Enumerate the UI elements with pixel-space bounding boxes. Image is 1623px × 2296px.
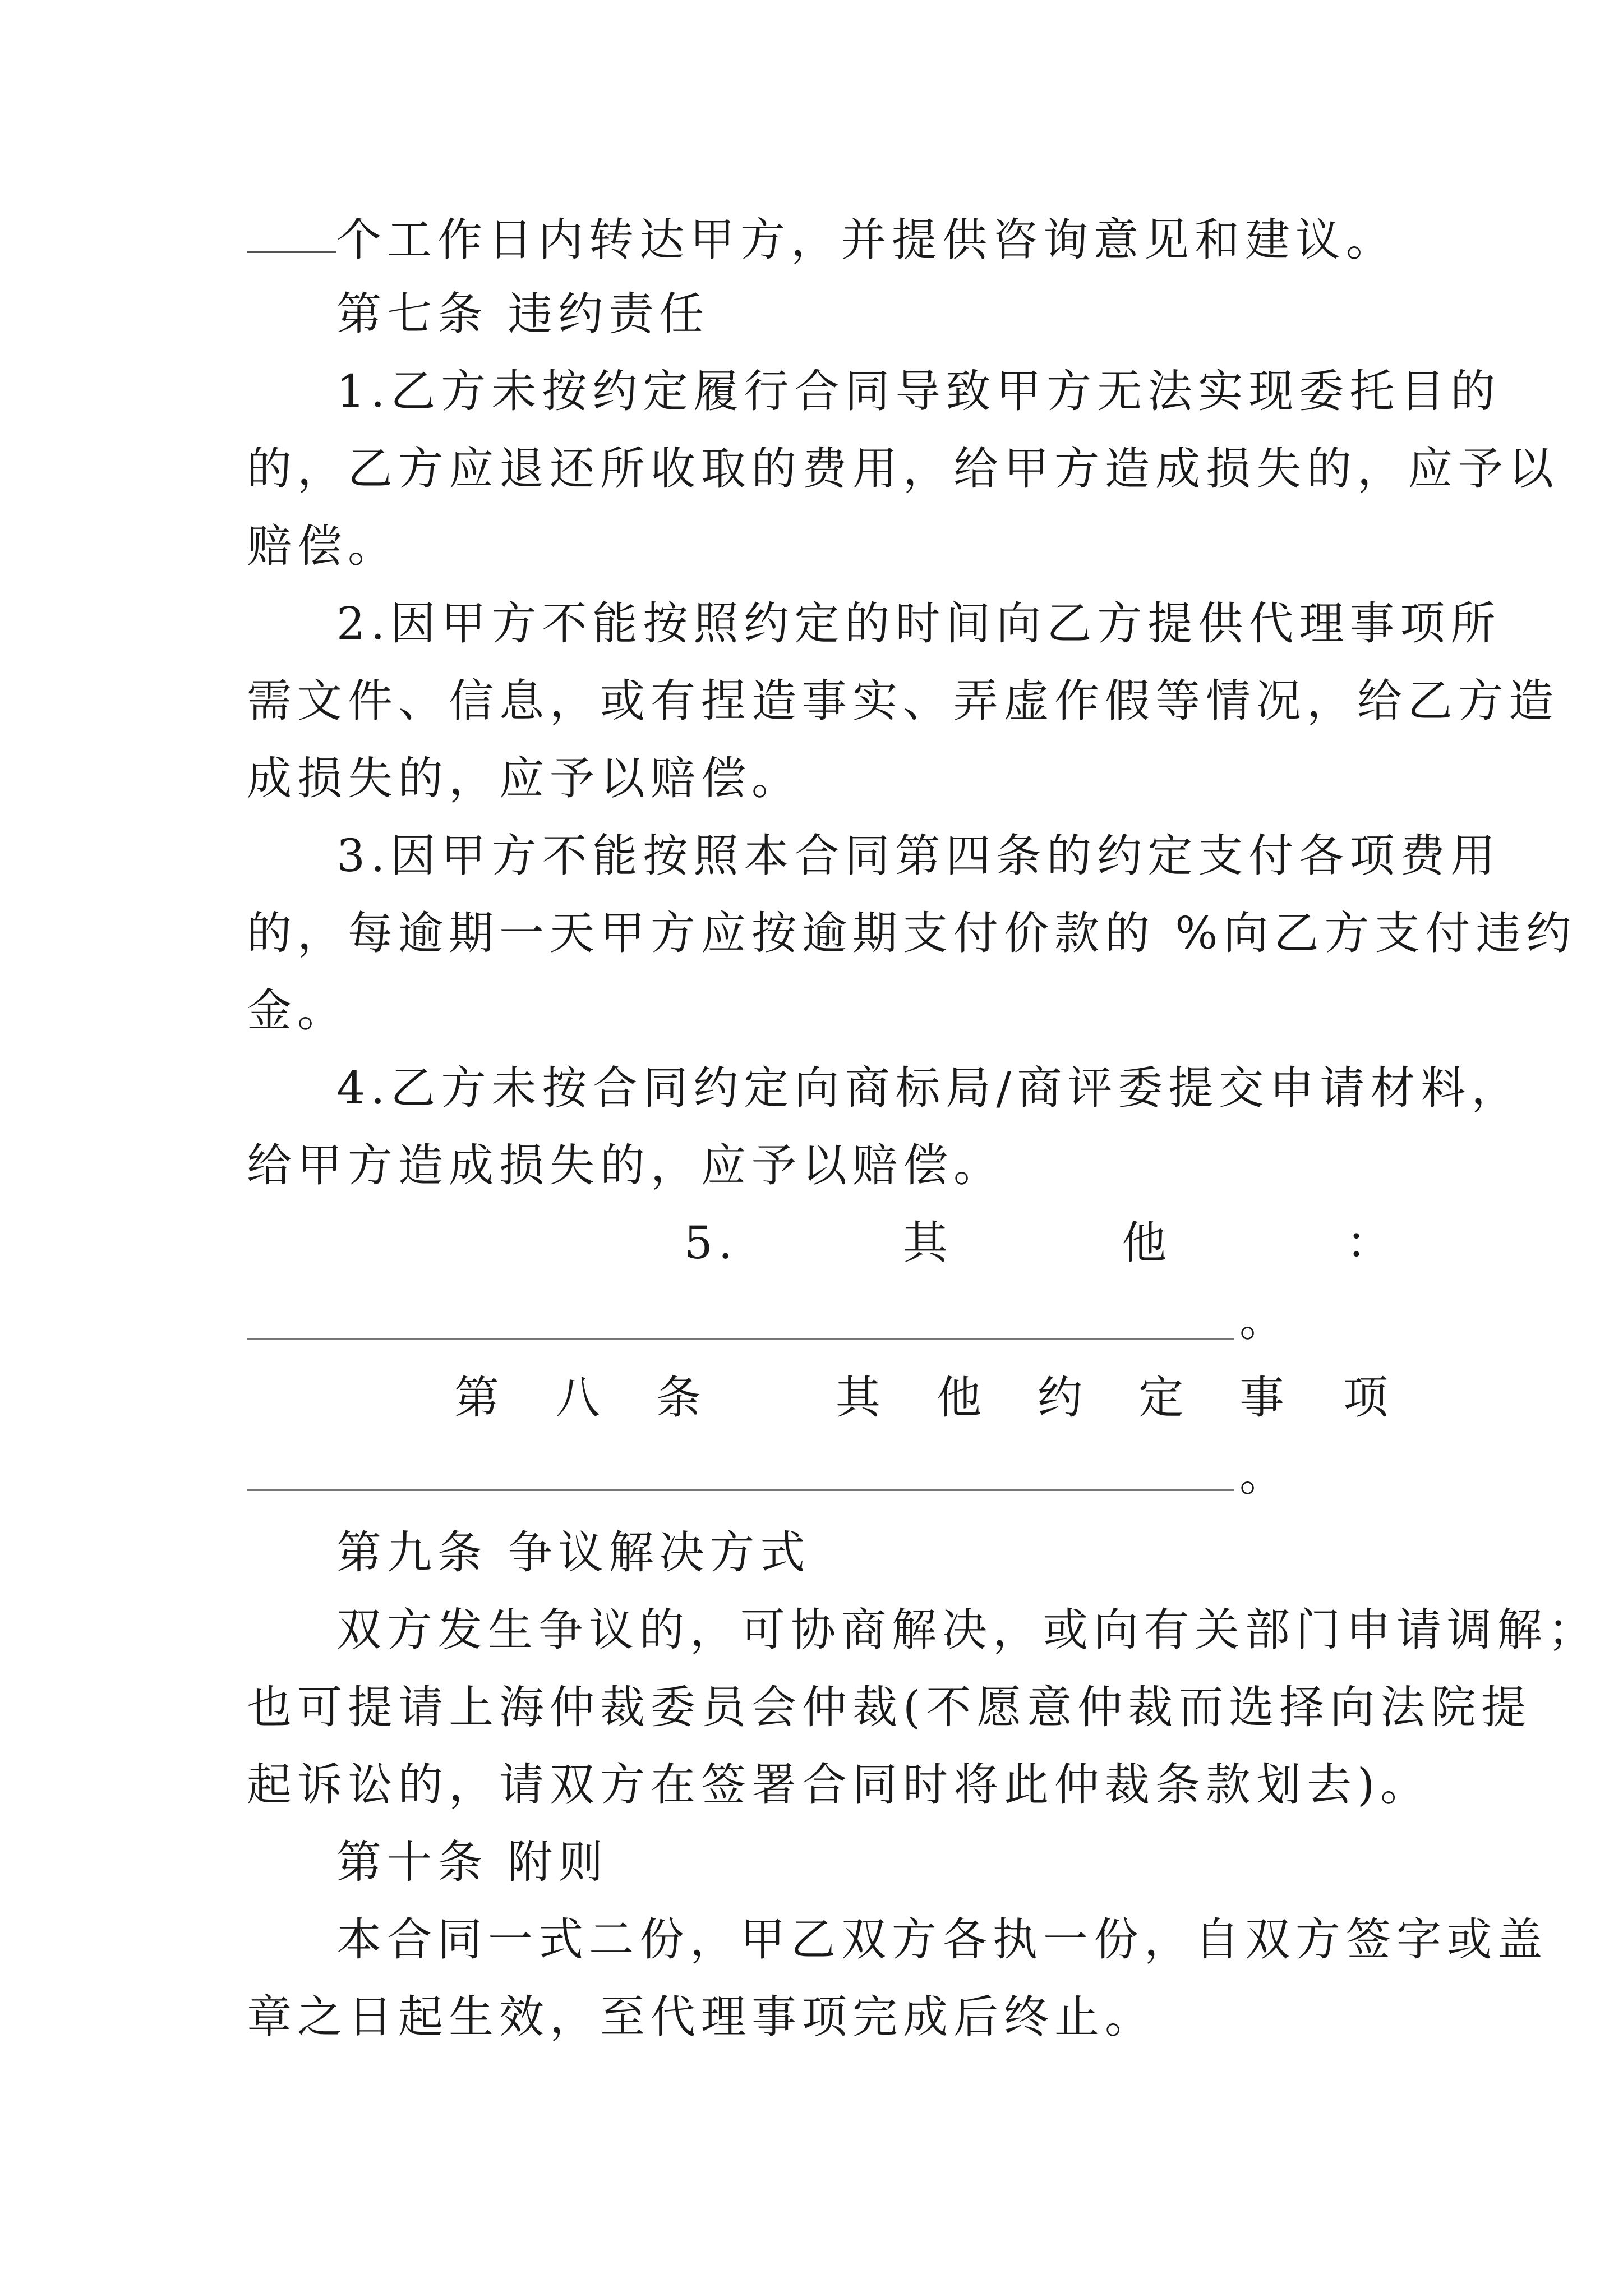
paragraph-line: 1.乙方未按约定履行合同导致甲方无法实现委托目的 [336,365,1501,417]
article-8-end-mark: 。 [1239,1449,1290,1501]
article-9-heading: 第九条 争议解决方式 [336,1526,811,1579]
fill-in-blank [247,212,336,253]
article-8-char: 条 [656,1372,707,1424]
item-5-word-2: 他 [1122,1217,1172,1269]
paragraph-line: 本合同一式二份，甲乙双方各执一份，自双方签字或盖 [336,1913,1548,1966]
paragraph-line: 金。 [247,984,348,1037]
text-line [247,212,1396,268]
paragraph-line: 需文件、信息，或有捏造事实、弄虚作假等情况，给乙方造 [247,675,1559,727]
text-line-content: 个工作日内转达甲方，并提供咨询意见和建议。 [336,214,1396,266]
fill-in-line [247,1338,1234,1340]
paragraph-line: 成损失的，应予以赔偿。 [247,752,802,804]
article-8-heading [247,1370,1394,1426]
paragraph-line: 起诉讼的，请双方在签署合同时将此仲裁条款划去)。 [247,1759,1431,1811]
article-8-char: 项 [1343,1372,1394,1424]
item-5-word-1: 其 [903,1217,953,1269]
item-5-end-mark: 。 [1239,1294,1290,1346]
paragraph-line: 4.乙方未按合同约定向商标局/商评委提交申请材料， [336,1062,1522,1114]
paragraph-line: 给甲方造成损失的，应予以赔偿。 [247,1139,1004,1191]
fill-in-line [247,1489,1234,1491]
paragraph-line: 赔偿。 [247,520,398,572]
paragraph-line: 的，每逾期一天甲方应按逾期支付价款的 %向乙方支付违约 [247,907,1577,959]
paragraph-line: 也可提请上海仲裁委员会仲裁(不愿意仲裁而选择向法院提 [247,1681,1532,1733]
paragraph-line: 章之日起生效，至代理事项完成后终止。 [247,1991,1155,2043]
article-8-char: 约 [1038,1372,1088,1424]
article-8-char: 其 [836,1372,886,1424]
article-8-char: 第 [454,1372,505,1424]
article-7-heading: 第七条 违约责任 [336,288,710,340]
item-5-line [247,1215,1396,1271]
paragraph-line: 2.因甲方不能按照约定的时间向乙方提供代理事项所 [336,597,1501,650]
article-8-char: 定 [1138,1372,1189,1424]
item-5-colon: ： [1346,1217,1396,1269]
article-8-char: 八 [555,1372,606,1424]
paragraph-line: 双方发生争议的，可协商解决，或向有关部门申请调解； [336,1604,1598,1656]
paragraph-line: 的，乙方应退还所收取的费用，给甲方造成损失的，应予以 [247,443,1559,495]
article-8-char: 事 [1239,1372,1290,1424]
item-5-number: 5. [684,1217,739,1269]
paragraph-line: 3.因甲方不能按照本合同第四条的约定支付各项费用 [336,830,1501,882]
article-8-char: 他 [937,1372,987,1424]
article-10-heading: 第十条 附则 [336,1836,609,1888]
